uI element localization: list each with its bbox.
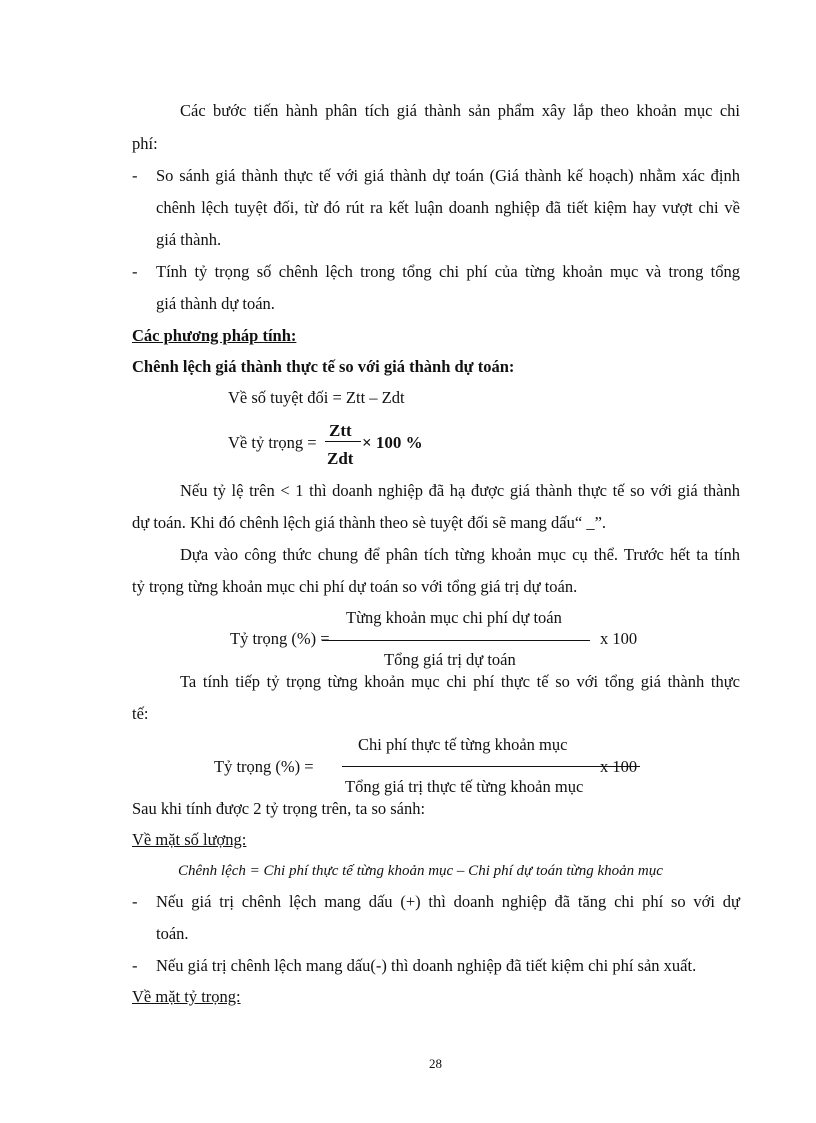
para-based-line-2: tỷ trọng từng khoản mục chi phí dự toán so với tổng giá trị dự toán. [132,577,578,596]
fraction-bar [325,441,361,442]
bullet-1-line-3: giá thành. [156,230,222,249]
bullet-1-line-2: chênh lệch tuyệt đối, từ đó rút ra kết luận doanh nghiệp đã tiết kiệm hay vượt chi về [156,198,740,217]
ratio-multiplier: × 100 % [362,433,423,452]
bullet-dash: - [132,262,138,281]
ratio-label: Về tỷ trọng = [228,433,317,452]
para-based-line-1: Dựa vào công thức chung để phân tích từng khoản mục cụ thể. Trước hết ta tính [180,545,740,564]
bullet-dash: - [132,166,138,185]
page-number: 28 [429,1056,442,1071]
para-if-line-1: Nếu tỷ lệ trên < 1 thì doanh nghiệp đã hạ được giá thành thực tế so với giá thành [180,481,740,500]
para-next-line-1: Ta tính tiếp tỷ trọng từng khoản mục chi phí thực tế so với tổng giá thành thực [180,672,740,691]
para-if-line-2: dự toán. Khi đó chênh lệch giá thành theo sè tuyệt đối sẽ mang dấu“ _”. [132,513,607,532]
absolute-formula: Về số tuyệt đối = Ztt – Zdt [228,388,405,407]
formula-2-denominator: Tổng giá trị thực tế từng khoản mục [345,777,584,796]
intro-line-2: phí: [132,134,158,153]
bullet-dash: - [132,892,138,911]
formula-1-denominator: Tổng giá trị dự toán [384,650,516,669]
formula-1-multiplier: x 100 [600,629,638,648]
bullet-1-line-1: So sánh giá thành thực tế với giá thành dự toán (Giá thành kế hoạch) nhằm xác định [156,166,740,185]
quantity-heading: Về mặt số lượng: [132,830,247,849]
formula-2-label: Tỷ trọng (%) = [214,757,314,776]
ratio-numerator: Ztt [329,421,352,440]
intro-line-1: Các bước tiến hành phân tích giá thành sản phẩm xây lắp theo khoản mục chi [180,101,740,120]
formula-2-multiplier: x 100 [600,757,638,776]
bullet-2-line-2: giá thành dự toán. [156,294,275,313]
para-next-line-2: tế: [132,704,149,723]
bullet-2-line-1: Tính tỷ trọng số chênh lệch trong tổng chi phí của từng khoản mục và trong tổng [156,262,740,281]
formula-2-numerator: Chi phí thực tế từng khoản mục [358,735,568,754]
sign-bullet-1-line-2: toán. [156,924,189,943]
difference-heading: Chênh lệch giá thành thực tế so với giá thành dự toán: [132,357,515,376]
sign-bullet-1-line-1: Nếu giá trị chênh lệch mang dấu (+) thì doanh nghiệp đã tăng chi phí so với dự [156,892,740,911]
formula-2-bar [342,766,640,767]
formula-1-numerator: Từng khoản mục chi phí dự toán [346,608,562,627]
difference-formula: Chênh lệch = Chi phí thực tế từng khoản mục – Chi phí dự toán từng khoản mục [178,863,663,879]
bullet-dash: - [132,956,138,975]
after-calc-text: Sau khi tính được 2 tỷ trọng trên, ta so sánh: [132,799,426,818]
sign-bullet-2-line-1: Nếu giá trị chênh lệch mang dấu(-) thì doanh nghiệp đã tiết kiệm chi phí sản xuất. [156,956,697,975]
ratio-denominator: Zdt [327,449,354,468]
proportion-heading: Về mặt tỷ trọng: [132,987,241,1006]
methods-heading: Các phương pháp tính: [132,326,297,345]
formula-1-label: Tỷ trọng (%) = [230,629,330,648]
formula-1-bar [322,640,590,641]
